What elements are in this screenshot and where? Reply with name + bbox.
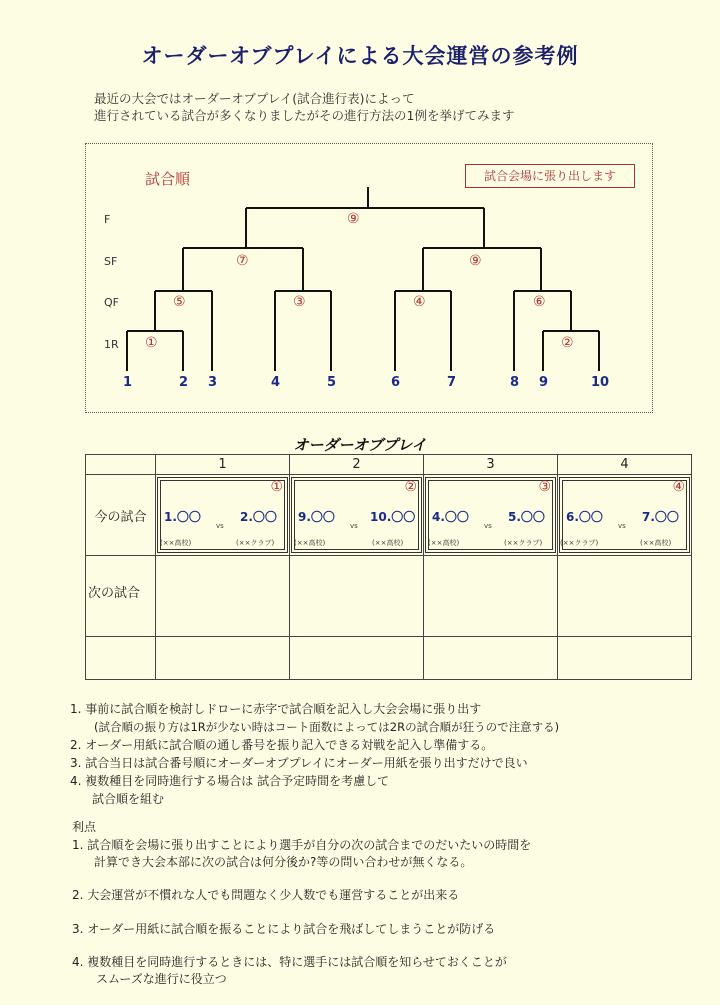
procedure-notes: [70, 700, 559, 808]
player-1-school: (××クラブ): [560, 539, 599, 547]
player-number: 5: [327, 375, 337, 390]
corner-cell: [86, 455, 156, 475]
player-number: 8: [510, 375, 520, 390]
empty-slot: [558, 637, 692, 680]
note-1: 1. 事前に試合順を検討しドローに赤字で試合順を記入し大会会場に張り出す: [70, 702, 482, 716]
match-number-r1-right: ②: [561, 335, 574, 351]
note-1-detail: (試合順の振り方は1Rが少ない時はコート面数によっては2Rの試合順が狂うので注意する): [94, 720, 560, 734]
round-label-sf: SF: [104, 255, 118, 268]
notice-box: 試合会場に張り出します: [465, 164, 635, 188]
benefit-4: 4. 複数種目を同時進行するときには、特に選手には試合順を知らせておくことが: [72, 955, 507, 969]
match-number-qf3: ④: [413, 294, 426, 310]
court-header: 4: [558, 455, 692, 475]
match-card-number: ②: [404, 479, 417, 495]
round-label-qf: QF: [104, 296, 119, 309]
empty-slot: [156, 556, 290, 637]
player-number: 6: [391, 375, 401, 390]
blank-row: [86, 637, 692, 680]
player-2: 5.〇〇: [508, 510, 545, 524]
match-number-qf1: ⑤: [173, 294, 186, 310]
player-2-school: (××クラブ): [236, 539, 275, 547]
player-1-school: (××高校): [160, 539, 192, 547]
player-number: 9: [539, 375, 549, 390]
player-number: 10: [591, 375, 610, 390]
player-2: 7.〇〇: [642, 510, 679, 524]
order-of-play-table: [85, 454, 692, 680]
player-1: 6.〇〇: [566, 510, 603, 524]
empty-slot: [290, 637, 424, 680]
note-4: 4. 複数種目を同時進行する場合は 試合予定時間を考慮して: [70, 774, 390, 788]
empty-slot: [424, 637, 558, 680]
match-card-number: ④: [672, 479, 685, 495]
player-number: 4: [271, 375, 281, 390]
vs-label: vs: [216, 522, 224, 530]
player-2-school: (××高校): [372, 539, 404, 547]
current-match-row: [86, 475, 692, 556]
order-of-play-title: オーダーオブプレイ: [293, 436, 427, 454]
player-2: 2.〇〇: [240, 510, 277, 524]
player-1: 4.〇〇: [432, 510, 469, 524]
player-2: 10.〇〇: [370, 510, 416, 524]
match-card-number: ③: [538, 479, 551, 495]
intro-line-2: 進行されている試合が多くなりましたがその進行方法の1例を挙げてみます: [94, 108, 515, 123]
player-1: 1.〇〇: [164, 510, 201, 524]
match-card: [424, 475, 558, 556]
intro-line-1: 最近の大会ではオーダーオブプレイ(試合進行表)によって: [94, 91, 415, 106]
benefit-4-detail: スムーズな進行に役立つ: [96, 972, 227, 986]
player-number: 7: [447, 375, 457, 390]
vs-label: vs: [618, 522, 626, 530]
match-number-sf-left: ⑦: [236, 253, 249, 269]
empty-slot: [558, 556, 692, 637]
court-header: 3: [424, 455, 558, 475]
player-2-school: (××クラブ): [504, 539, 543, 547]
row-label-current: 今の試合: [86, 475, 156, 556]
vs-label: vs: [350, 522, 358, 530]
empty-slot: [290, 556, 424, 637]
row-label-next: [86, 556, 156, 637]
bracket-lines: [0, 0, 720, 420]
empty-slot: [86, 637, 156, 680]
match-number-final: ⑨: [347, 211, 360, 227]
match-card: [290, 475, 424, 556]
vs-label: vs: [484, 522, 492, 530]
match-card-number: ①: [270, 479, 283, 495]
court-header-row: [86, 455, 692, 475]
court-header: 2: [290, 455, 424, 475]
player-number: 1: [123, 375, 133, 390]
court-header: 1: [156, 455, 290, 475]
benefit-1: 1. 試合順を会場に張り出すことにより選手が自分の次の試合までのだいたいの時間を: [72, 838, 532, 852]
empty-slot: [424, 556, 558, 637]
player-2-school: (××高校): [640, 539, 672, 547]
row-label-next-text: 次の試合: [88, 586, 141, 601]
player-1: 9.〇〇: [298, 510, 335, 524]
player-1-school: (××高校): [428, 539, 460, 547]
note-2: 2. オーダー用紙に試合順の通し番号を振り記入できる対戦を記入し準備する。: [70, 738, 494, 752]
player-number: 2: [179, 375, 189, 390]
player-1-school: (××高校): [294, 539, 326, 547]
benefits-section: [72, 818, 712, 988]
match-card: [558, 475, 692, 556]
match-number-r1-left: ①: [145, 335, 158, 351]
page-title: オーダーオブプレイによる大会運営の参考例: [141, 44, 579, 68]
match-number-qf4: ⑥: [533, 294, 546, 310]
benefit-1-detail: 計算でき大会本部に次の試合は何分後か?等の問い合わせが無くなる。: [94, 855, 473, 869]
player-number: 3: [208, 375, 218, 390]
match-number-qf2: ③: [293, 294, 306, 310]
benefits-heading: 利点: [72, 820, 97, 834]
benefit-3: 3. オーダー用紙に試合順を振ることにより試合を飛ばしてしまうことが防げる: [72, 922, 496, 936]
benefit-2: 2. 大会運営が不慣れな人でも問題なく少人数でも運営することが出来る: [72, 888, 460, 902]
round-label-f: F: [104, 213, 111, 226]
empty-slot: [156, 637, 290, 680]
match-number-sf-right: ⑨: [469, 253, 482, 269]
match-card: [156, 475, 290, 556]
order-label: 試合順: [145, 170, 191, 188]
note-4-detail: 試合順を組む: [92, 792, 165, 806]
round-label-1r: 1R: [104, 338, 119, 351]
next-match-row: [86, 556, 692, 637]
note-3: 3. 試合当日は試合番号順にオーダーオブプレイにオーダー用紙を張り出すだけで良い: [70, 756, 528, 770]
